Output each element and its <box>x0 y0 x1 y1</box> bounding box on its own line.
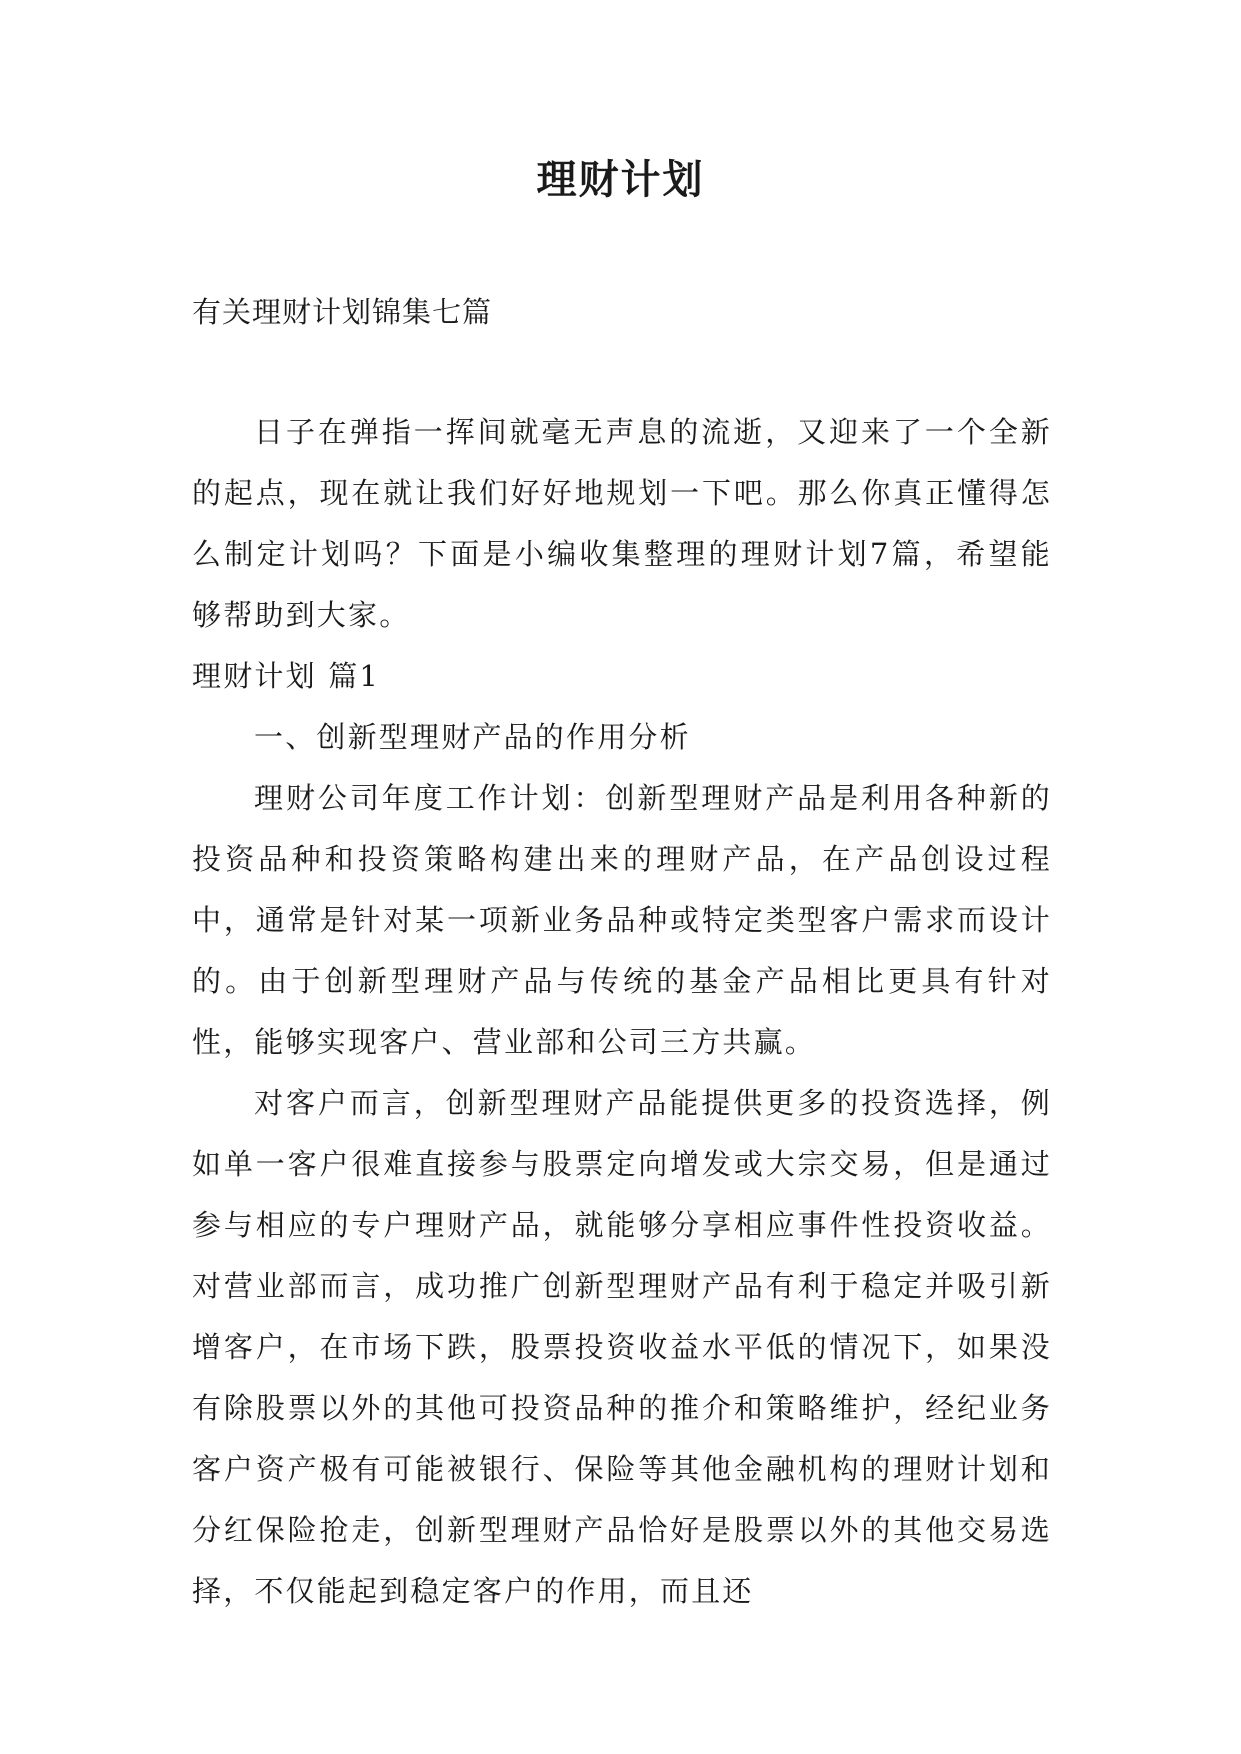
document-title: 理财计划 <box>536 157 705 203</box>
body-paragraph: 对客户而言，创新型理财产品能提供更多的投资选择，例如单一客户很难直接参与股票定向增发或大宗交易，但是通过参与相应的专户理财产品，就能够分享相应事件性投资收益。对营业部而言，成功推广创新型理财产品有利于稳定并吸引新增客户，在市场下跌，股票投资收益水平低的情况下，如果没有除股票以外的其他可投资品种的推介和策略维护，经纪业务客户资产极有可能被银行、保险等其他金融机构的理财计划和分红保险抢走，创新型理财产品恰好是股票以外的其他交易选择，不仅能起到稳定客户的作用，而且还 <box>192 1086 1052 1608</box>
subsection-heading: 一、创新型理财产品的作用分析 <box>254 720 691 754</box>
body-paragraph: 理财公司年度工作计划：创新型理财产品是利用各种新的投资品种和投资策略构建出来的理财产品，在产品创设过程中，通常是针对某一项新业务品种或特定类型客户需求而设计的。由于创新型理财产品与传统的基金产品相比更具有针对性，能够实现客户、营业部和公司三方共赢。 <box>192 781 1052 1059</box>
document-subtitle: 有关理财计划锦集七篇 <box>192 295 493 329</box>
section-heading: 理财计划 篇1 <box>192 659 381 693</box>
intro-paragraph: 日子在弹指一挥间就毫无声息的流逝，又迎来了一个全新的起点，现在就让我们好好地规划一下吧。那么你真正懂得怎么制定计划吗？下面是小编收集整理的理财计划7篇，希望能够帮助到大家。 <box>192 415 1052 632</box>
document-body <box>192 402 1052 1622</box>
